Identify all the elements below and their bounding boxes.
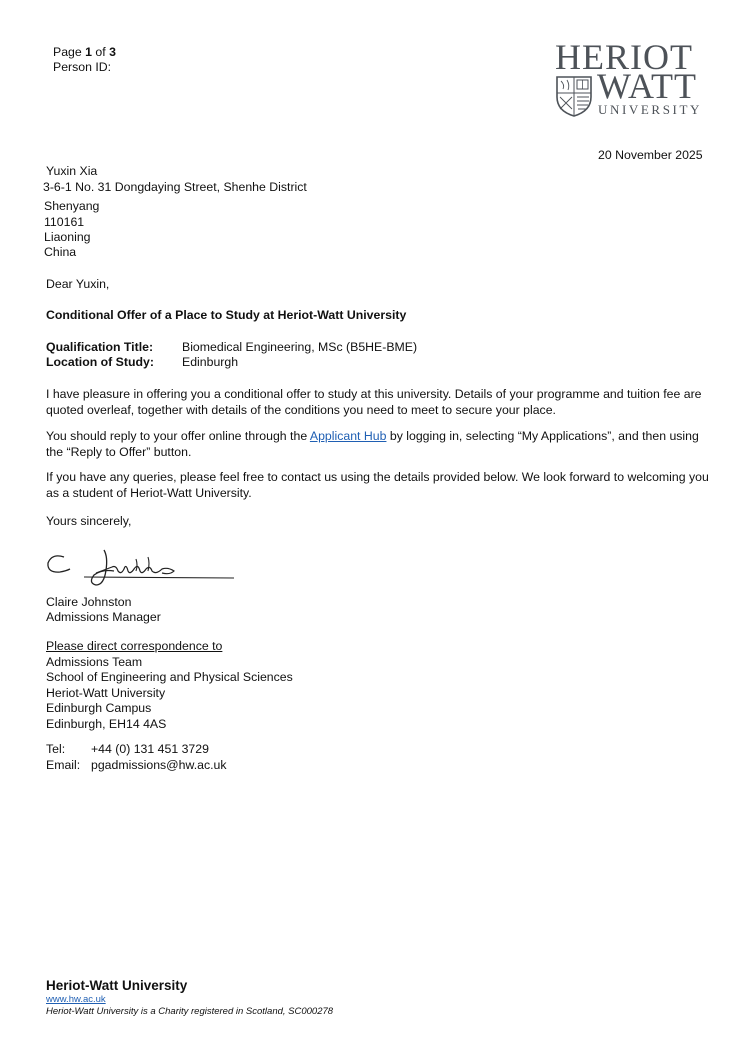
correspondence-line: Edinburgh, EH14 4AS: [46, 717, 167, 731]
tel-label: Tel:: [46, 742, 66, 756]
footer-charity-notice: Heriot-Watt University is a Charity registered in Scotland, SC000278: [46, 1006, 334, 1017]
page-of: of: [91, 45, 110, 59]
closing: Yours sincerely,: [46, 514, 132, 528]
letter-date: 20 November 2025: [598, 148, 703, 162]
body-paragraph-2: [46, 428, 716, 460]
page-number: [53, 45, 116, 61]
correspondence-heading: Please direct correspondence to: [46, 639, 223, 653]
correspondence-line: Admissions Team: [46, 655, 143, 669]
signatory-title: Admissions Manager: [46, 610, 161, 624]
applicant-hub-link[interactable]: Applicant Hub: [309, 429, 387, 443]
page-prefix: Page: [53, 45, 86, 59]
email-label: Email:: [46, 758, 81, 772]
signature-image: [44, 545, 239, 590]
p2-text-before: You should reply to your offer online through the: [46, 429, 310, 443]
signatory-name: Claire Johnston: [46, 595, 132, 609]
footer-website-link[interactable]: www.hw.ac.uk: [46, 994, 106, 1005]
address-line-4: Liaoning: [44, 230, 91, 244]
university-logo: [555, 37, 702, 122]
person-id-label: Person ID:: [53, 60, 112, 74]
logo-heriot: HERIOT: [555, 37, 693, 77]
email-row: [46, 758, 227, 774]
address-line-3: 110161: [44, 215, 85, 229]
recipient-name: Yuxin Xia: [46, 164, 98, 178]
address-line-5: China: [44, 245, 77, 259]
location-value: Edinburgh: [182, 355, 239, 369]
page-current: 1: [85, 45, 92, 59]
qualification-value: Biomedical Engineering, MSc (B5HE-BME): [182, 340, 418, 354]
body-paragraph-1: I have pleasure in offering you a conditional offer to study at this university. Details of your programme and tuition fee are quoted overleaf, together with details of the conditions you need to meet to secure your place.: [46, 387, 702, 417]
body-paragraph-3: If you have any queries, please feel free to contact us using the details provided below. We look forward to welcoming you as a student of Heriot-Watt University.: [46, 470, 709, 500]
correspondence-line: Edinburgh Campus: [46, 701, 152, 715]
footer-university-name: Heriot-Watt University: [46, 978, 188, 993]
correspondence-line: Heriot-Watt University: [46, 686, 166, 700]
location-row: [46, 355, 238, 371]
shield-crest-icon: [555, 75, 593, 117]
logo-watt: WATT: [597, 66, 697, 106]
tel-value: +44 (0) 131 451 3729: [91, 742, 209, 756]
qualification-row: [46, 340, 417, 356]
location-label: Location of Study:: [46, 355, 154, 369]
tel-row: [46, 742, 209, 758]
logo-university: UNIVERSITY: [598, 102, 702, 117]
qualification-label: Qualification Title:: [46, 340, 154, 354]
page-total: 3: [109, 45, 116, 59]
salutation: Dear Yuxin,: [46, 277, 110, 291]
address-line-2: Shenyang: [44, 199, 100, 213]
letter-subject: Conditional Offer of a Place to Study at Heriot-Watt University: [46, 308, 407, 322]
p2-text-after: by logging in, selecting “My Applications”, and then using the “Reply to Offer” button.: [46, 429, 699, 459]
email-value: pgadmissions@hw.ac.uk: [91, 758, 227, 772]
correspondence-line: School of Engineering and Physical Sciences: [46, 670, 293, 684]
address-line-1: 3-6-1 No. 31 Dongdaying Street, Shenhe District: [43, 180, 307, 194]
